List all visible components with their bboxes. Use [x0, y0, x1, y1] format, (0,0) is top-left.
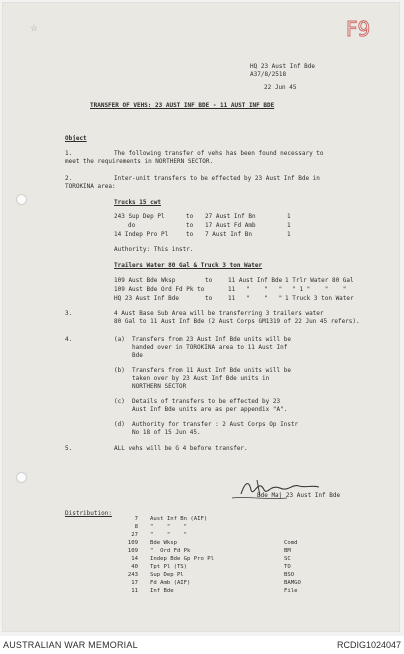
- para-2-num: 2.: [65, 175, 73, 182]
- punch-hole: [16, 194, 27, 205]
- truck-qty: 1: [287, 231, 291, 238]
- truck-dest: 27 Aust Inf Bn: [205, 213, 256, 220]
- footer-institution: AUSTRALIAN WAR MEMORIAL: [3, 640, 138, 650]
- para-3-num: 3.: [65, 310, 73, 317]
- item-line: handed over in TOROKINA area to 11 Aust Inf: [132, 344, 288, 351]
- dist-unit-name: Sup Dep Pl: [150, 572, 184, 578]
- dist-unit-name: Bde Wksp: [150, 540, 177, 546]
- trailer-to: to: [205, 295, 213, 302]
- dist-unit-number: 14: [131, 556, 138, 562]
- item-label: (a): [114, 336, 125, 343]
- dist-unit-number: 27: [131, 532, 138, 538]
- trailer-qty: 1 Trlr Water 80 Gal: [285, 277, 354, 284]
- truck-from: do: [128, 222, 136, 229]
- item-line: Details of transfers to be effected by 23: [132, 398, 281, 405]
- item-line: Transfers from 11 Aust Inf Bde units will be: [132, 367, 291, 374]
- dist-copy: TO: [284, 564, 291, 570]
- object-heading: Object: [65, 135, 87, 142]
- dist-unit-number: 243: [127, 572, 138, 578]
- dist-unit-number: 8: [134, 524, 138, 530]
- corner-mark: ☆: [30, 24, 39, 34]
- item-label: (d): [114, 421, 125, 428]
- trailer-dest: 11 Aust Inf Bde: [228, 277, 283, 284]
- dist-unit-name: " " ": [150, 524, 188, 530]
- para-5-text: ALL vehs will be G 4 before transfer.: [114, 445, 248, 452]
- trailer-from: HQ 23 Aust Inf Bde: [114, 295, 180, 302]
- trailer-from: 109 Aust Bde Ord Fd Pk to: [114, 286, 205, 293]
- document-title: TRANSFER OF VEHS: 23 AUST INF BDE - 11 AUST INF BDE: [90, 102, 275, 109]
- header-date: 22 Jun 45: [264, 84, 297, 91]
- dist-unit-number: 109: [127, 548, 138, 554]
- trailers-heading: Trailers Water 80 Gal & Truck 3 ton Water: [114, 262, 263, 269]
- dist-copy: BM: [284, 548, 291, 554]
- dist-unit-number: 11: [131, 588, 138, 594]
- dist-unit-number: 17: [131, 580, 138, 586]
- item-line: Aust Inf Bde units are as per appendix "A".: [132, 406, 288, 413]
- dist-copy: SC: [284, 556, 291, 562]
- document-page: [2, 2, 400, 632]
- item-line: Bde: [132, 352, 143, 359]
- item-label: (c): [114, 398, 125, 405]
- authority-line: Authority: This instr.: [114, 246, 194, 253]
- para-4-num: 4.: [65, 336, 73, 343]
- truck-from: 243 Sup Dep Pl: [114, 213, 165, 220]
- dist-unit-number: 7: [134, 516, 138, 522]
- stamp-text: F9: [346, 17, 371, 41]
- distribution-heading: Distribution:: [65, 510, 112, 517]
- para-5-num: 5.: [65, 445, 73, 452]
- truck-dest: 17 Aust Fd Amb: [205, 222, 256, 229]
- dist-unit-number: 40: [131, 564, 138, 570]
- para-1-line2: meet the requirements in NORTHERN SECTOR.: [65, 158, 214, 165]
- trailer-qty: 1 Truck 3 ton Water: [285, 295, 354, 302]
- para-2-line2: TOROKINA area:: [65, 183, 116, 190]
- dist-copy: BAMGO: [284, 580, 301, 586]
- para-1-line1: The following transfer of vehs has been found necessary to: [114, 150, 324, 157]
- item-label: (b): [114, 367, 125, 374]
- header-ref: A37/8/2518: [250, 71, 287, 78]
- item-line: Authority for transfer : 2 Aust Corps Op Instr: [132, 421, 299, 428]
- footer-record-id: RCDIG1024047: [336, 640, 401, 650]
- truck-dest: 7 Aust Inf Bn: [205, 231, 252, 238]
- dist-unit-name: " " ": [150, 532, 188, 538]
- dist-copy: BSO: [284, 572, 295, 578]
- dist-unit-name: Tpt Pl (TS): [150, 564, 188, 570]
- item-line: No 18 of 15 Jun 45.: [132, 429, 201, 436]
- file-stamp: [344, 14, 378, 42]
- truck-to: to: [186, 213, 194, 220]
- para-3-line1: 4 Aust Base Sub Area will be transferring 3 trailers water: [114, 310, 324, 317]
- dist-unit-name: Fd Amb (AIF): [150, 580, 191, 586]
- item-line: Transfers from 23 Aust Inf Bde units will be: [132, 336, 291, 343]
- truck-qty: 1: [287, 222, 291, 229]
- dist-unit-name: Indep Bde Gp Pro Pl: [150, 556, 214, 562]
- trailer-from: 109 Aust Bde Wksp: [114, 277, 176, 284]
- para-3-line2: 80 Gal to 11 Aust Inf Bde (2 Aust Corps GM1319 of 22 Jun 45 refers).: [114, 318, 360, 325]
- para-1-num: 1.: [65, 150, 73, 157]
- header-hq: HQ 23 Aust Inf Bde: [250, 63, 316, 70]
- truck-qty: 1: [287, 213, 291, 220]
- trailer-dest: 11 " " ": [228, 286, 283, 293]
- dist-unit-name: Inf Bde: [150, 588, 174, 594]
- para-2-line1: Inter-unit transfers to be effected by 23 Aust Inf Bde in: [114, 175, 320, 182]
- truck-to: to: [186, 222, 194, 229]
- trailer-dest: 11 " " ": [228, 295, 283, 302]
- trailer-to: to: [205, 277, 213, 284]
- dist-unit-name: Aust Inf Bn (AIF): [150, 516, 208, 522]
- signature-block: Bde Maj 23 Aust Inf Bde: [257, 492, 341, 499]
- dist-unit-number: 109: [127, 540, 138, 546]
- dist-copy: File: [284, 588, 298, 594]
- punch-hole: [16, 472, 27, 483]
- item-line: taken over by 23 Aust Inf Bde units in: [132, 375, 270, 382]
- item-line: NORTHERN SECTOR: [132, 383, 187, 390]
- truck-from: 14 Indep Pro Pl: [114, 231, 169, 238]
- dist-copy: Comd: [284, 540, 298, 546]
- archive-footer: [0, 636, 404, 654]
- trucks-heading: Trucks 15 cwt: [114, 199, 161, 206]
- dist-unit-name: " Ord Fd Pk: [150, 548, 191, 554]
- trailer-qty: " 1 " " ": [285, 286, 347, 293]
- truck-to: to: [186, 231, 194, 238]
